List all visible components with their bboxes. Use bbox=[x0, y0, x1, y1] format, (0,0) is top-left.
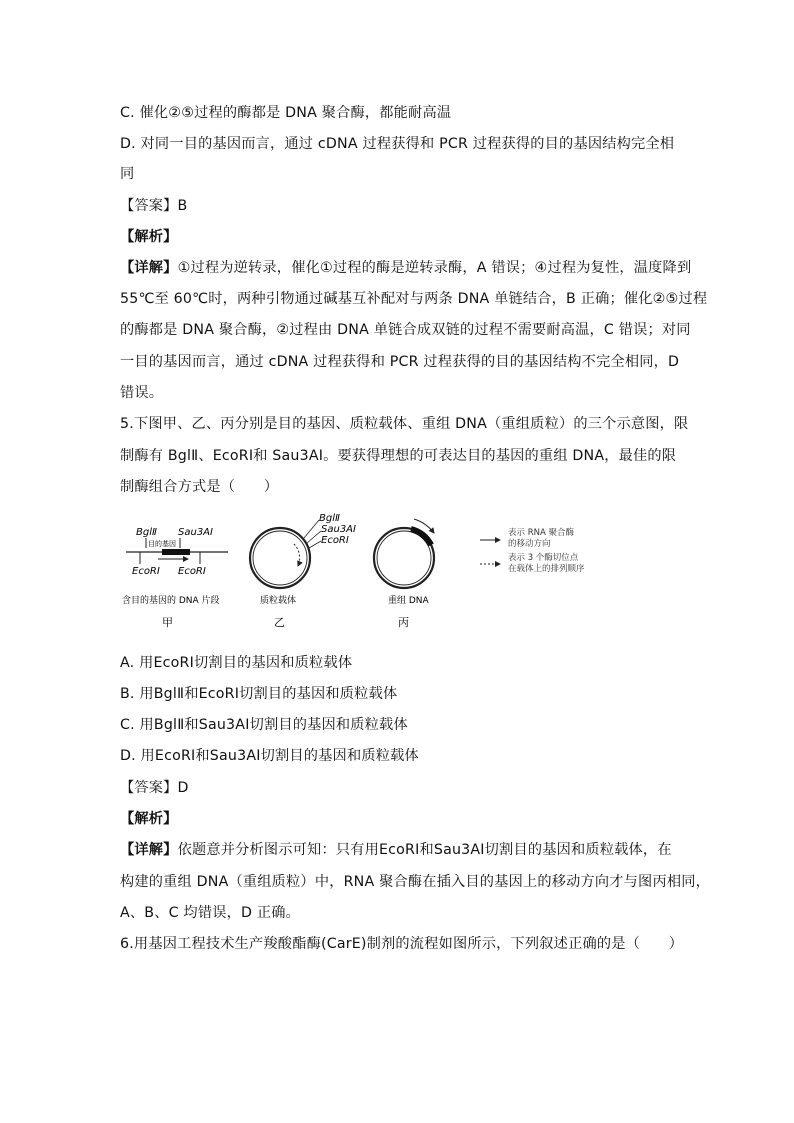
option-d-line1: D. 对同一目的基因而言，通过 cDNA 过程获得和 PCR 过程获得的目的基因结构完全相 bbox=[120, 136, 675, 152]
q5-option-a: A. 用EcoRⅠ切割目的基因和质粒载体 bbox=[120, 655, 353, 671]
analysis-tag-q5: 【解析】 bbox=[120, 811, 178, 827]
jia-bgl-label: BglⅡ bbox=[136, 527, 157, 538]
figure-yi bbox=[250, 513, 356, 629]
yi-plasmid-outer bbox=[250, 528, 310, 588]
q5-stem-line1: 5.下图甲、乙、丙分别是目的基因、质粒载体、重组 DNA（重组质粒）的三个示意图，限 bbox=[120, 416, 689, 432]
detail-q4-line1: 【详解】①过程为逆转录，催化①过程的酶是逆转录酶，A 错误；④过程为复性，温度降到 bbox=[120, 260, 692, 276]
yi-sau-label: Sau3AⅠ bbox=[321, 524, 356, 535]
yi-site-order-arrow bbox=[294, 544, 300, 566]
q5-option-c: C. 用BglⅡ和Sau3AⅠ切割目的基因和质粒载体 bbox=[120, 717, 408, 733]
detail-q4-line5: 错误。 bbox=[120, 385, 164, 401]
legend-solid-text1: 表示 RNA 聚合酶 bbox=[508, 528, 574, 538]
q5-option-d: D. 用EcoRⅠ和Sau3AⅠ切割目的基因和质粒载体 bbox=[120, 748, 419, 764]
q5-stem-line2: 制酶有 BglⅡ、EcoRⅠ和 Sau3AⅠ。要获得理想的可表达目的基因的重组 DNA，最佳的限 bbox=[120, 448, 677, 464]
detail-tag-q5: 【详解】 bbox=[120, 842, 178, 858]
answer-q5: 【答案】D bbox=[120, 780, 189, 796]
figure-bing bbox=[374, 519, 434, 629]
detail-q5-line1: 【详解】依题意并分析图示可知：只有用EcoRⅠ和Sau3AⅠ切割目的基因和质粒载体，在 bbox=[120, 842, 672, 858]
figure-legend bbox=[480, 527, 585, 574]
detail-q4-line3: 的酶都是 DNA 聚合酶，②过程由 DNA 单链合成双链的过程不需要耐高温，C 错误；对同 bbox=[120, 322, 691, 338]
q6-stem: 6.用基因工程技术生产羧酸酯酶(CarE)制剂的流程如图所示，下列叙述正确的是（ ） bbox=[120, 936, 684, 952]
figure-jia bbox=[122, 527, 228, 629]
detail-q5-line3: A、B、C 均错误，D 正确。 bbox=[120, 905, 300, 921]
q5-figure bbox=[118, 508, 678, 638]
yi-ecor-label: EcoRⅠ bbox=[321, 535, 349, 546]
jia-caption: 含目的基因的 DNA 片段 bbox=[122, 596, 220, 606]
jia-gene-block bbox=[162, 549, 190, 555]
jia-sau-label: Sau3AⅠ bbox=[178, 527, 213, 538]
jia-label: 甲 bbox=[162, 616, 173, 629]
analysis-tag-q4: 【解析】 bbox=[120, 229, 178, 245]
q5-option-b: B. 用BglⅡ和EcoRⅠ切割目的基因和质粒载体 bbox=[120, 686, 398, 702]
legend-dash-text1: 表示 3 个酶切位点 bbox=[508, 553, 579, 563]
bing-plasmid-inner bbox=[377, 531, 431, 585]
q5-stem-line3: 制酶组合方式是（ ） bbox=[120, 479, 279, 495]
detail-tag-q4: 【详解】 bbox=[120, 260, 178, 276]
yi-caption: 质粒载体 bbox=[260, 596, 297, 606]
bing-caption: 重组 DNA bbox=[388, 596, 429, 606]
detail-q4-line2: 55℃至 60℃时，两种引物通过碱基互补配对与两条 DNA 单链结合，B 正确；催化②⑤过程 bbox=[120, 291, 708, 307]
jia-gene-label: 目的基因 bbox=[148, 540, 176, 548]
bing-label: 丙 bbox=[398, 616, 409, 629]
option-d-line2: 同 bbox=[120, 166, 135, 182]
option-c: C. 催化②⑤过程的酶都是 DNA 聚合酶，都能耐高温 bbox=[120, 105, 452, 121]
yi-plasmid-inner bbox=[253, 531, 307, 585]
jia-ecor-left-label: EcoRⅠ bbox=[132, 566, 160, 577]
yi-label: 乙 bbox=[274, 616, 285, 629]
legend-solid-text2: 的移动方向 bbox=[508, 539, 551, 549]
yi-bgl-label: BglⅡ bbox=[319, 513, 340, 524]
detail-q4-line4: 一目的基因而言，通过 cDNA 过程获得和 PCR 过程获得的目的基因结构不完全相同，D bbox=[120, 354, 680, 370]
detail-q5-line2: 构建的重组 DNA（重组质粒）中，RNA 聚合酶在插入目的基因上的移动方向才与图丙相同， bbox=[120, 874, 710, 890]
legend-dash-text2: 在载体上的排列顺序 bbox=[508, 564, 585, 574]
jia-ecor-right-label: EcoRⅠ bbox=[178, 566, 206, 577]
answer-q4: 【答案】B bbox=[120, 198, 188, 214]
